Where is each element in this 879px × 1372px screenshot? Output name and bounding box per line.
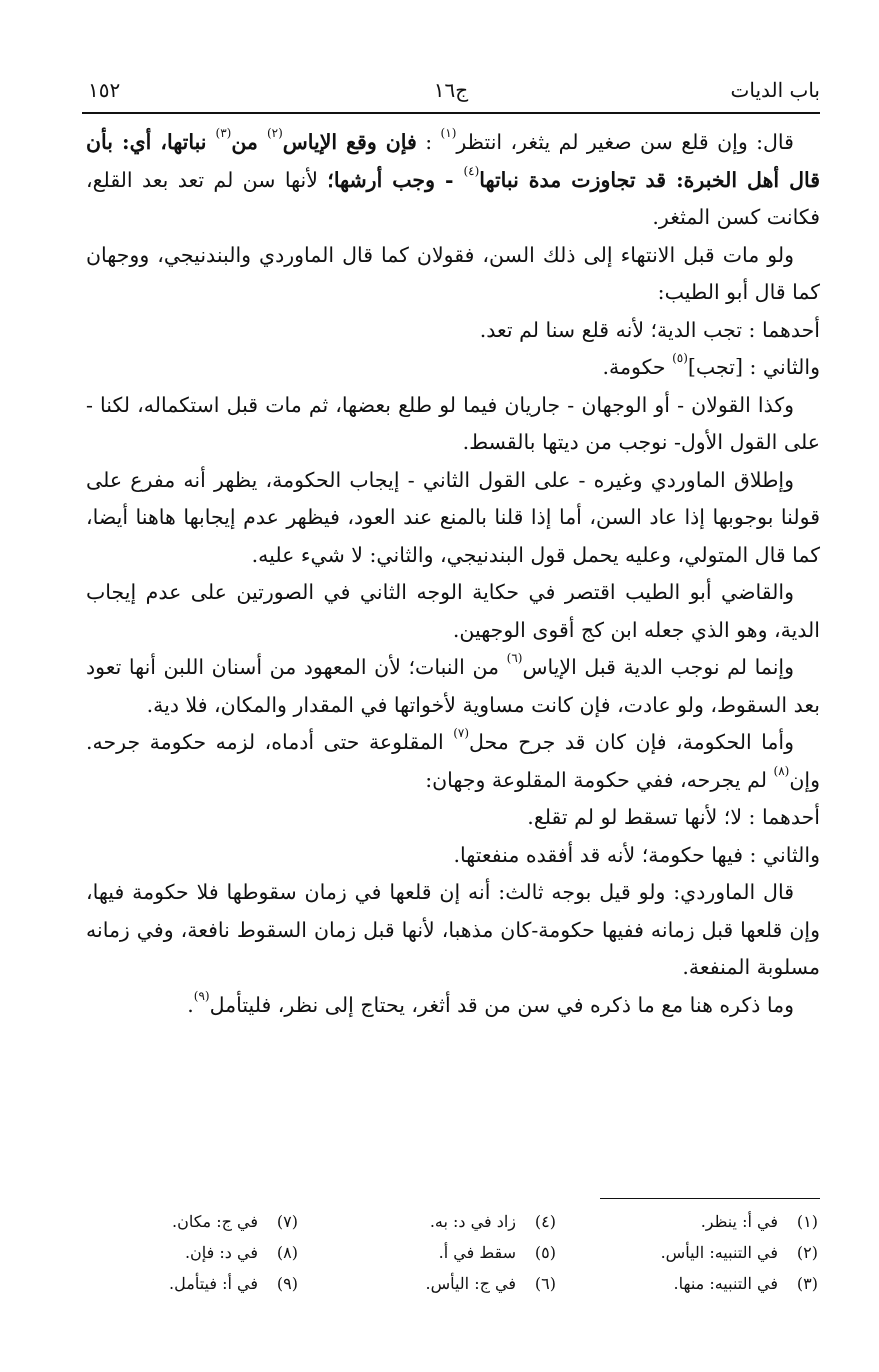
footnote-ref[interactable]: (٢) bbox=[266, 126, 283, 140]
paragraph-6: وإطلاق الماوردي وغيره - على القول الثاني - إيجاب الحكومة، يظهر أنه مفرع على قولنا بوجوبها إذا عاد السن، أما إذا قلنا بالمنع عند العود، فيظهر عدم إيجابها هاهنا أيضا، كما قال المتولي، وعليه يحمل قول البندنيجي، والثاني: لا شيء عليه. bbox=[86, 467, 820, 567]
footnote-number: (٣) bbox=[796, 1274, 818, 1293]
paragraph-5: وكذا القولان - أو الوجهان - جاريان فيما لو طلع بعضها، ثم مات قبل استكماله، لكنا - على القول الأول- نوجب من ديتها بالقسط. bbox=[86, 392, 820, 454]
footnote-text: في ج: اليأس. bbox=[425, 1274, 516, 1293]
chapter-title: باب الديات bbox=[730, 78, 820, 102]
footnote-number: (٦) bbox=[534, 1274, 556, 1293]
text-run: : bbox=[416, 130, 441, 154]
paragraph-8 bbox=[86, 649, 820, 724]
footnote-text: في التنبيه: منها. bbox=[673, 1274, 778, 1293]
text-run: وإنما لم نوجب الدية قبل الإياس bbox=[522, 655, 794, 679]
footnote-number: (٤) bbox=[534, 1212, 556, 1231]
footnote-text: في أ: فيتأمل. bbox=[169, 1274, 258, 1293]
footnote-column bbox=[578, 1206, 818, 1299]
text-run: . bbox=[187, 992, 194, 1017]
footnote-text: زاد في د: به. bbox=[429, 1212, 516, 1231]
header-divider bbox=[82, 112, 820, 114]
running-header bbox=[82, 74, 820, 108]
bold-text-run: - وجب أرشها؛ bbox=[327, 167, 464, 192]
footnote-item bbox=[58, 1268, 298, 1299]
footnote-ref[interactable]: (٥) bbox=[672, 351, 688, 365]
text-run: لم يجرحه، ففي حكومة المقلوعة وجهان: bbox=[425, 767, 774, 792]
footnote-text: في ج: مكان. bbox=[172, 1212, 258, 1231]
footnote-number: (١) bbox=[796, 1212, 818, 1231]
footnote-column bbox=[316, 1206, 556, 1299]
footnote-item bbox=[316, 1206, 556, 1237]
paragraph-13 bbox=[86, 987, 820, 1025]
paragraph-9 bbox=[86, 724, 820, 799]
text-run: من النبات؛ لأن المعهود من أسنان اللبن أنها تعود بعد السقوط، ولو عادت، فإن كانت مساوية لأخواتها في المقدار والمكان، فلا دية. bbox=[86, 655, 820, 717]
main-text bbox=[86, 124, 820, 1024]
footnote-item bbox=[578, 1206, 818, 1237]
footnote-text: سقط في أ. bbox=[438, 1243, 516, 1262]
footnote-ref[interactable]: (٦) bbox=[506, 651, 523, 665]
text-run: وأما الحكومة، فإن كان قد جرح محل bbox=[469, 730, 794, 754]
footnote-item bbox=[578, 1268, 818, 1299]
paragraph-12: قال الماوردي: ولو قيل بوجه ثالث: أنه إن قلعها في زمان سقوطها فلا حكومة فيها، وإن قلعها قبل زمانه ففيها حكومة-كان مذهبا، لأنها قبل زمان السقوط نافعة، وفي زمانه مسلوبة المنفعة. bbox=[86, 880, 820, 979]
paragraph-7: والقاضي أبو الطيب اقتصر في حكاية الوجه الثاني في الصورتين على عدم إيجاب الدية، وهو الذي جعله ابن كج أقوى الوجهين. bbox=[86, 580, 820, 642]
text-run: لأنها سن لم تعد بعد القلع، فكانت كسن المثغر. bbox=[86, 167, 820, 229]
footnote-text: في أ: ينظر. bbox=[700, 1212, 778, 1231]
text-run: المقلوعة حتى أدماه، لزمه حكومة جرحه. وإن bbox=[86, 730, 820, 792]
footnote-ref[interactable]: (١) bbox=[440, 126, 457, 140]
footnote-column bbox=[58, 1206, 298, 1299]
text-run: قال: وإن قلع سن صغير لم يثغر، انتظر bbox=[456, 130, 794, 154]
paragraph-1 bbox=[86, 124, 820, 237]
footnote-ref[interactable]: (٨) bbox=[773, 763, 790, 778]
footnote-item bbox=[316, 1237, 556, 1268]
footnote-number: (٧) bbox=[276, 1212, 298, 1231]
footnote-item bbox=[58, 1237, 298, 1268]
footnote-ref[interactable]: (٣) bbox=[215, 126, 232, 140]
footnote-text: في التنبيه: اليأس. bbox=[660, 1243, 778, 1262]
footnote-number: (٨) bbox=[276, 1243, 298, 1262]
paragraph-4 bbox=[86, 349, 820, 387]
footnote-number: (٢) bbox=[796, 1243, 818, 1262]
bold-text-run: فإن وقع الإياس bbox=[282, 130, 417, 154]
volume-label: ج١٦ bbox=[433, 78, 469, 102]
footnote-number: (٥) bbox=[534, 1243, 556, 1262]
text-run: والثاني : [تجب] bbox=[687, 355, 820, 379]
footnotes bbox=[90, 1206, 818, 1316]
paragraph-11: والثاني : فيها حكومة؛ لأنه قد أفقده منفعتها. bbox=[453, 842, 820, 867]
footnote-item bbox=[58, 1206, 298, 1237]
text-run: وما ذكره هنا مع ما ذكره في سن من قد أثغر، يحتاج إلى نظر، فليتأمل bbox=[209, 992, 794, 1017]
footnote-item bbox=[578, 1237, 818, 1268]
footnote-divider bbox=[600, 1198, 820, 1199]
bold-text-run: نباتها، أي: بأن قال أهل الخبرة: قد تجاوزت مدة نباتها bbox=[86, 130, 821, 192]
footnote-ref[interactable]: (٩) bbox=[193, 988, 210, 1003]
paragraph-10: أحدهما : لا؛ لأنها تسقط لو لم تقلع. bbox=[527, 805, 820, 829]
footnote-item bbox=[316, 1268, 556, 1299]
bold-text-run: من bbox=[231, 130, 267, 154]
footnote-ref[interactable]: (٧) bbox=[453, 726, 470, 740]
page-number: ١٥٢ bbox=[88, 78, 121, 102]
paragraph-3: أحدهما : تجب الدية؛ لأنه قلع سنا لم تعد. bbox=[479, 317, 820, 342]
footnote-number: (٩) bbox=[276, 1274, 298, 1293]
footnote-text: في د: فإن. bbox=[184, 1243, 258, 1262]
footnote-ref[interactable]: (٤) bbox=[463, 163, 480, 178]
text-run: حكومة. bbox=[602, 355, 673, 379]
paragraph-2: ولو مات قبل الانتهاء إلى ذلك السن، فقولان كما قال الماوردي والبندنيجي، ووجهان كما قال أبو الطيب: bbox=[86, 242, 820, 304]
